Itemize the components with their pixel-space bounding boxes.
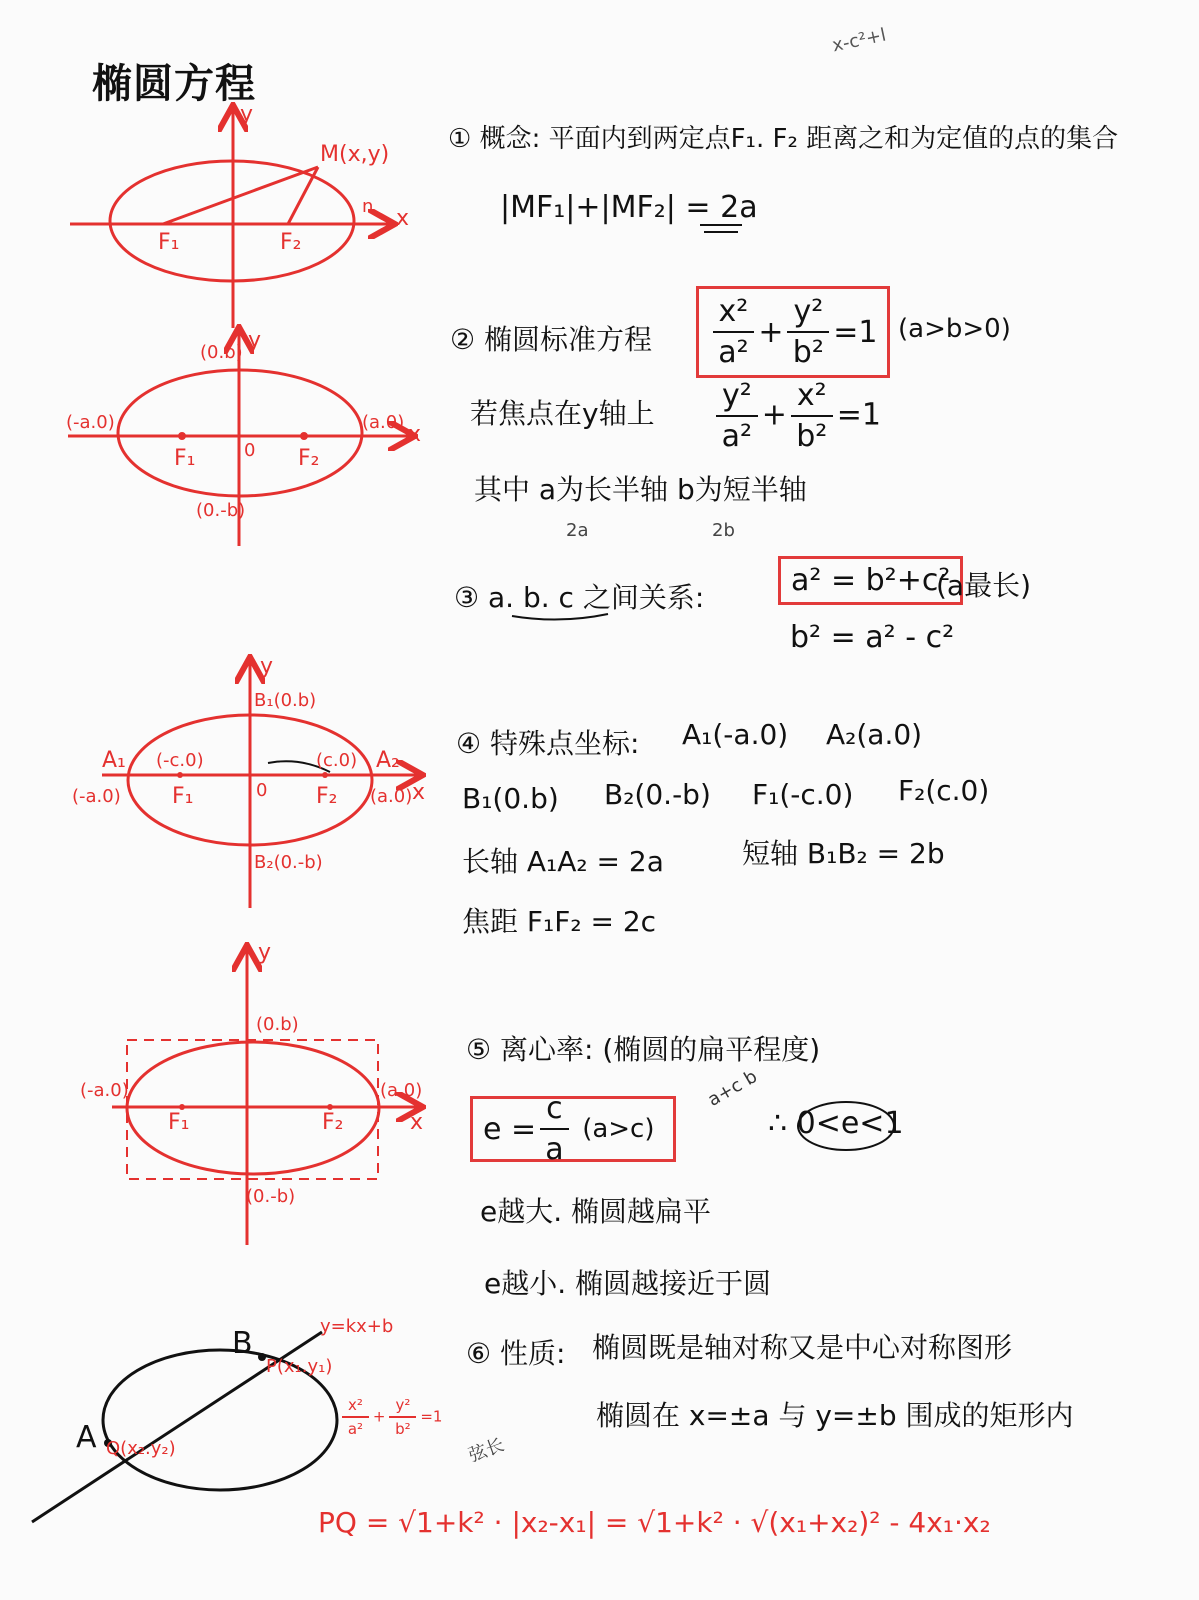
d2-top-label: (0.b)	[200, 342, 243, 363]
d2-bottom-label: (0.-b)	[196, 500, 246, 521]
d1-f2-label: F₂	[280, 230, 302, 255]
d1-x-label: x	[396, 206, 410, 231]
e-bigger-note: e越大. 椭圆越扁平	[480, 1195, 712, 1228]
point-f2: F₂(c.0)	[898, 774, 990, 807]
abc-relation-box: a² = b²+c²	[778, 556, 963, 605]
eccentricity-box: e = $\frac{c}{a}$ (a>c)	[470, 1096, 676, 1162]
d2-y-label: y	[248, 328, 262, 353]
e-smaller-note: e越小. 椭圆越接近于圆	[484, 1267, 772, 1300]
short-axis: 短轴 B₁B₂ = 2b	[742, 837, 945, 870]
d3-b2-label: B₂(0.-b)	[254, 852, 323, 873]
diagram-1-definition	[70, 108, 392, 328]
d5-q-label: Q(x₂.y₂)	[106, 1438, 176, 1459]
section-2-heading: ② 椭圆标准方程	[450, 323, 653, 356]
standard-condition: (a>b>0)	[898, 314, 1011, 344]
section-1-heading: ① 概念: 平面内到两定点F₁. F₂ 距离之和为定值的点的集合	[448, 124, 1119, 154]
d4-bottom-label: (0.-b)	[246, 1186, 296, 1207]
d3-c-left-label: (-c.0)	[156, 750, 204, 771]
d4-f1-label: F₁	[168, 1110, 190, 1135]
section-1-formula: |MF₁|+|MF₂| = 2a	[500, 190, 758, 225]
d2-f2-label: F₂	[298, 446, 320, 471]
d2-left-label: (-a.0)	[66, 412, 115, 433]
point-b1: B₁(0.b)	[462, 782, 559, 815]
point-b2: B₂(0.-b)	[604, 778, 711, 811]
d5-p-label: P(x₁.y₁)	[266, 1356, 333, 1377]
y-axis-equation: $\frac{\text{y²}}{\text{a²}}$ + $\frac{\text{x²}}{\text{b²}}$ =1	[712, 378, 881, 454]
d4-f2-label: F₂	[322, 1110, 344, 1135]
semi-axes-note: 其中 a为长半轴 b为短半轴	[474, 473, 807, 506]
d4-x-label: x	[410, 1110, 424, 1135]
d2-x-label: x	[408, 422, 422, 447]
d5-line-label: y=kx+b	[320, 1316, 394, 1337]
y-axis-focus-label: 若焦点在y轴上	[470, 397, 655, 430]
focal-distance: 焦距 F₁F₂ = 2c	[462, 905, 657, 938]
d5-a-label: A	[76, 1420, 97, 1455]
eccentricity-range: ∴ 0<e<1	[768, 1106, 904, 1141]
section-6-heading: ⑥ 性质:	[466, 1337, 566, 1370]
d4-left-label: (-a.0)	[80, 1080, 129, 1101]
d5-b-label: B	[232, 1326, 253, 1361]
d3-right-label: (a.0)	[370, 786, 413, 807]
chord-length-formula: PQ = √1+k² · |x₂-x₁| = √1+k² · √(x₁+x₂)² - 4x₁·x₂	[318, 1506, 991, 1539]
property-rectangle: 椭圆在 x=±a 与 y=±b 围成的矩形内	[596, 1399, 1074, 1432]
d3-a2-label: A₂	[376, 748, 400, 773]
a-longest-note: (a最长)	[936, 569, 1032, 602]
section-5-heading: ⑤ 离心率: (椭圆的扁平程度)	[466, 1033, 821, 1066]
d1-f1-label: F₁	[158, 230, 180, 255]
d3-x-label: x	[412, 780, 426, 805]
d3-f1-label: F₁	[172, 784, 194, 809]
note-2a: 2a	[566, 520, 589, 541]
note-2b: 2b	[712, 520, 735, 541]
d3-left-label: (-a.0)	[72, 786, 121, 807]
point-a1: A₁(-a.0)	[682, 718, 789, 751]
d4-right-label: (a.0)	[380, 1080, 423, 1101]
d4-y-label: y	[258, 940, 272, 965]
d2-right-label: (a.0)	[362, 412, 405, 433]
d3-y-label: y	[260, 654, 274, 679]
underline-2a	[700, 225, 742, 232]
section-3-heading: ③ a. b. c 之间关系:	[454, 581, 705, 614]
standard-equation-box: $\frac{\text{x²}}{\text{a²}}$ + $\frac{\text{y²}}{\text{b²}}$ =1	[696, 286, 890, 378]
d3-a1-label: A₁	[102, 748, 126, 773]
property-symmetry: 椭圆既是轴对称又是中心对称图形	[592, 1331, 1013, 1364]
d2-origin-label: 0	[244, 440, 256, 461]
diagram-5-points	[104, 1353, 266, 1447]
d2-f1-label: F₁	[174, 446, 196, 471]
d3-c-right-label: (c.0)	[316, 750, 358, 771]
long-axis: 长轴 A₁A₂ = 2a	[462, 845, 664, 878]
d3-b1-label: B₁(0.b)	[254, 690, 317, 711]
d4-top-label: (0.b)	[256, 1014, 299, 1035]
corner-scribble: x-c²+l	[830, 24, 888, 57]
page-title: 椭圆方程	[92, 61, 256, 107]
segment-mf1	[163, 167, 318, 224]
section-4-heading: ④ 特殊点坐标:	[456, 727, 640, 760]
eccentricity-scribble: a+c b	[704, 1066, 761, 1111]
point-a2: A₂(a.0)	[826, 718, 923, 751]
d5-equation: $\frac{\text{x²}}{\text{a²}}$ + $\frac{\text{y²}}{\text{b²}}$ =1	[338, 1396, 442, 1438]
b-squared-relation: b² = a² - c²	[790, 620, 955, 655]
chord-scribble: 弦长	[466, 1434, 508, 1467]
d3-origin-label: 0	[256, 780, 268, 801]
point-f1: F₁(-c.0)	[752, 778, 854, 811]
d1-n-label: n	[362, 196, 374, 217]
d3-f2-label: F₂	[316, 784, 338, 809]
d1-y-label: y	[240, 102, 254, 127]
d1-m-label: M(x,y)	[320, 142, 390, 167]
